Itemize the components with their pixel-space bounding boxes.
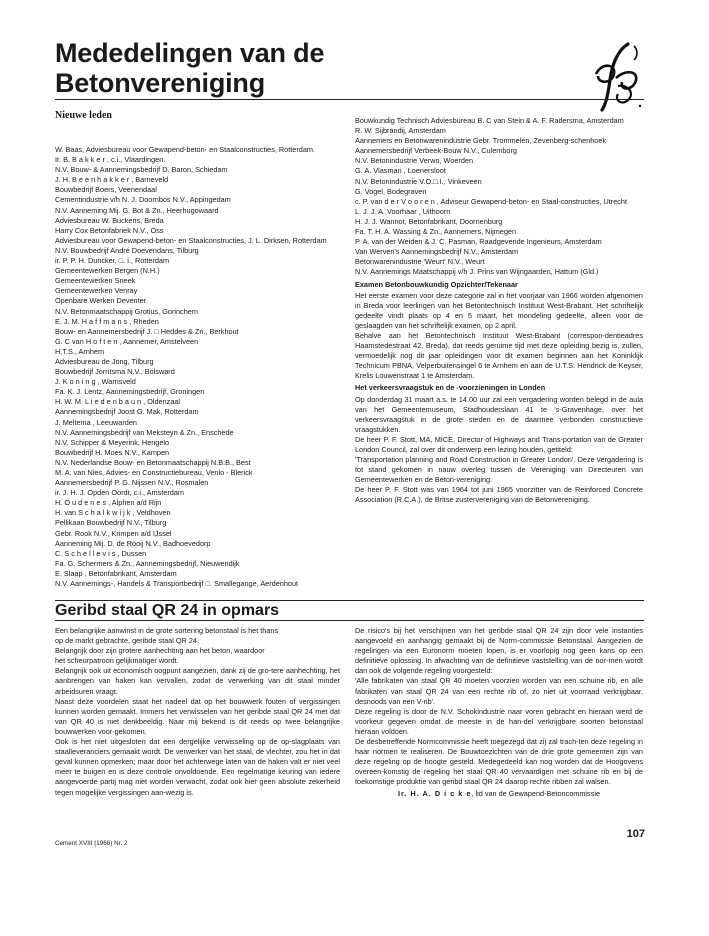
header-rule (55, 99, 644, 100)
new-members-list-left (55, 145, 330, 589)
member-entry: Harry Cox Betonfabriek N.V., Oss (55, 225, 164, 235)
member-entry: H. van S c h a l k w i j k , Veldhoven (55, 508, 171, 518)
member-entry: Fa. T. H. A. Wassing & Zn., Aannemers, Nijmegen (355, 227, 517, 237)
member-entry: Gemeentewerken Sneek (55, 276, 136, 286)
article-left-column (55, 626, 340, 798)
member-entry: Bouw- en Aannemersbedrijf J. □ Heddes & Zn., Berkhout (55, 326, 239, 336)
member-entry: N.V. Aannemings-, Handels & Transportbedrijf □. Smallegange, Aerdenhout (55, 579, 299, 589)
member-entry: N.V. Aannemingsbedrijf van Meksteyn & Zn., Enschede (55, 427, 234, 437)
member-entry: N.V. Nederlandse Bouw- en Betonmaatschappij N.B.B., Best (55, 457, 251, 467)
exam-paragraph: Behalve aan het Betontechnisch Instituut West-Brabant (correspon-dentieadres Haamstedestraat 42, Breda), dat reeds geruime tijd met deze opleiding bezig is, zullen, vermoedelijk nog dit jaar opleidingen voor dit examen beginnen aan het Koninklijk Technicum PBNA, Velperbuitensingel 6 te Arnhem en aan de U.T.S. Hendrick de Keyser, Krelis Louwenstraat 1 te Amsterdam. (355, 330, 643, 381)
article-paragraph: De desbetreffende Normcommissie heeft toegezegd dat zij zal trach-ten deze regeling in haar normen te realiseren. De Bouwtoezichten van de drie grote gemeenten zijn van deze regeling op de hoogte gesteld. Medegedeeld kan nog worden dat de Hoogovens overeen-komstig de regeling het staal QR 40 vervaardigen met schuine rib en bij de toekomstige produktie van geribd staal QR 24 daarop rechte ribben zal walsen. (355, 737, 643, 787)
member-entry: N.V. Bouwbedrijf André Doevendans, Tilburg (55, 245, 199, 255)
member-entry: G. C van H o f t e n , Aannemer, Amstelveen (55, 336, 199, 346)
member-entry: J. H. B e e n h a k k e r , Barneveld (55, 175, 169, 185)
article-line: Een belangrijke aanwinst in de grote sortering betonstaal is het thans (55, 626, 279, 635)
member-entry: N.V. Aannemings Maatschappij v/h J. Prins van Wijngaarden, Hattum (Gld.) (355, 267, 599, 277)
member-entry: L. J. J. A. Voorhaar , Uithoorn (355, 206, 451, 216)
member-entry: N.V. Schipper & Meyerink, Hengelo (55, 437, 170, 447)
member-entry: Aanneming Mij. D. de Rooij N.V., Badhoevedorp (55, 538, 211, 548)
title-line-1: Mededelingen van de (55, 38, 325, 68)
article-paragraph: Naast deze voordelen staat het nadeel dat op het bouwwerk fouten of vergissingen kunnen worden gemaakt. Immers het verwisselen van het geribde staal QR 24 met dat van QR 40 is niet denkbeeldig. Naar mij bekend is dit reeds op twee belangrijke bouwwerken voor-gekomen. (55, 696, 340, 736)
exam-paragraph: Het eerste examen voor deze categorie zal in het voorjaar van 1966 worden afgenomen in Breda voor leerlingen van het Betontechnisch Instituut West-Brabant. Het schriftelijk gedeelte vindt plaats op 4 en 5 maart, het mondeling gedeelte, alleen voor de geslaagden van het schriftelijk examen, op 2 april. (355, 290, 643, 330)
member-entry: H. O u d e n e s , Alphen a/d Rijn (55, 498, 162, 508)
member-entry: N.V. Betonindustrie Verwo, Woerden (355, 156, 474, 166)
london-paragraph: De heer P. F. Stott, MA, MICE, Director of Highways and Trans-portation van de Greater London Council, zal over dit onderwerp een lezing houden, getiteld: (355, 434, 643, 454)
page-number: 107 (626, 828, 645, 840)
member-entry: Ir. B. B a k k e r , c.i., Vlaardingen. (55, 155, 166, 165)
member-entry: Bouwbedrijf Jorritsma N.V., Bolsward (55, 367, 175, 377)
member-entry: c. P. van d e r V o o r e n , Adviseur Gewapend-beton- en Staal-constructies, Utrecht (355, 196, 628, 206)
member-entry: Aannemersbedrijf P. G. Nijssen N.V., Rosmalen (55, 478, 209, 488)
member-entry: ir. J. H. J. Opden Oordt, c.i., Amsterdam (55, 488, 184, 498)
article-paragraph: Belangrijk ook uit economisch oogpunt aangezien, dank zij de gro-tere aanhechting, het aanbrengen van haken kan vervallen, zodat de verwerking van dit staal minder arbeidsuren vraagt. (55, 666, 340, 696)
member-entry: ir. P. P. H. Duncker, □. i., Rotterdam (55, 256, 170, 266)
member-entry: N.V. Betonmaatschappij Grotius, Gorinchem (55, 306, 198, 316)
new-members-list-right (355, 116, 643, 278)
member-entry: R. W. Sijbrandij, Amsterdam (355, 126, 446, 136)
section-subtitle: Nieuwe leden (55, 110, 112, 121)
member-entry: G. A. Vlasman , Loenersloot (355, 166, 446, 176)
member-entry: Bouwbedrijf H. Moes N.V., Kampen (55, 447, 170, 457)
article-paragraph: Deze regeling is door de N.V. Schokindustrie naar voren gebracht en hieraan werd de voorkeur gegeven omdat de meeste in de han-del verkrijgbare soorten betonstaal hieraan voldoen. (355, 706, 643, 736)
member-entry: Bouwbedrijf Boers, Veenendaal (55, 185, 157, 195)
title-line-2: Betonvereniging (55, 68, 266, 98)
member-entry: Gemeentewerken Venray (55, 286, 138, 296)
betonvereniging-logo (588, 40, 646, 114)
member-entry: Openbare Werken Deventer (55, 296, 147, 306)
member-entry: Bouwkundig Technisch Adviesbureau B. C van Stein & A. F. Radersma, Amsterdam (355, 116, 624, 125)
member-entry: W. Baas, Adviesbureau voor Gewapend-beton- en Staalconstructies, Rotterdam. (55, 145, 315, 154)
member-entry: Adviesbureau de Jong, Tilburg (55, 356, 154, 366)
signature-name: Ir. H. A. D i c k e (397, 788, 472, 798)
article-line: het scheurpatroon gelijkmatiger wordt. (55, 656, 179, 666)
article-title: Geribd staal QR 24 in opmars (55, 602, 280, 619)
member-entry: Adviesbureau voor Gewapend-beton- en Staalconstructies, J. L. Dirksen, Rotterdam (55, 235, 327, 245)
london-paragraph: De heer P. F. Stott was van 1964 tot juni 1965 voorzitter van de Reinforced Concrete Association (R.C.A.), de Britse zustervereniging van de Betonvereniging. (355, 485, 643, 505)
member-entry: H. J. J. Wannot, Betonfabrikant, Doornenburg (355, 216, 503, 226)
article-signature (355, 789, 643, 799)
member-entry: N.V. Aanneming Mij. G. Bot & Zn., Heerhugowaard (55, 205, 219, 215)
signature-role: , lid van de Gewapend-Betoncommissie (471, 788, 601, 798)
london-heading: Het verkeersvraagstuk en de -voorzieningen in Londen (355, 383, 546, 393)
article-line: Belangrijk door zijn grotere aanhechting aan het beton, waardoor (55, 646, 265, 656)
page-title (55, 38, 324, 98)
member-entry: Gebr. Rook N.V., Krimpen a/d IJssel (55, 528, 172, 538)
member-entry: Adviesbureau W. Buckens, Breda (55, 215, 164, 225)
member-entry: Betonwarenindustrie 'Weurt' N.V., Weurt (355, 257, 485, 267)
member-entry: Pellikaan Bouwbedrijf N.V., Tilburg (55, 518, 167, 528)
member-entry: C. S c h e l l e v i s , Dussen (55, 548, 147, 558)
member-entry: Aannemersbedrijf Verbeek-Bouw N.V., Culemborg (355, 146, 517, 156)
member-entry: M. A. van Nies, Advies- en Constructiebureau, Venlo - Blerick (55, 468, 253, 477)
member-entry: Fa. G. Schermers & Zn., Aannemingsbedrijf, Nieuwendijk (55, 558, 240, 568)
member-entry: E. Slaap , Betonfabrikant, Amsterdam (55, 568, 177, 578)
article-body-right (355, 626, 643, 788)
member-entry: H. W. M. L i e d e n b a u n , Oldenzaal (55, 397, 181, 407)
member-entry: Aannemers en Betonwarenindustrie Gebr. Trommelen, Zevenberg-schenhoek (355, 136, 607, 146)
member-entry: G. Vogel, Bodegraven (355, 186, 427, 196)
article-intro (55, 626, 340, 666)
member-entry: Van Werven's Aannemingsbedrijf N.V., Amsterdam (355, 247, 519, 257)
article-heading-bar (55, 600, 644, 621)
member-entry: J. K o n i n g , Warnsveld (55, 377, 136, 387)
london-announcement (355, 383, 643, 505)
exam-announcement (355, 280, 643, 382)
article-right-column (355, 626, 643, 799)
member-entry: Aannemingsbedrijf Joost G. Mak, Rotterdam (55, 407, 199, 417)
exam-heading: Examen Betonbouwkundig Opzichter/Tekenaar (355, 279, 518, 289)
member-entry: N.V. Betonindustrie V.O.□.I., Vinkeveen (355, 176, 482, 186)
member-entry: N.V. Bouw- & Aannemingsbedrijf D. Baron, Schiedam (55, 165, 228, 175)
member-entry: Gemeentewerken Bergen (N.H.) (55, 266, 160, 276)
article-paragraph: 'Alle fabrikaten van staal QR 40 moeten voorzien worden van een schuine rib, en alle fabrikaten van staal QR 24 van een rechte rib of, zo niet uit voorraad verkrijgbaar, desnoods van een V-rib'. (355, 676, 643, 706)
member-entry: P. A. van der Weiden & J. C. Pasman, Raadgevende Ingenieurs, Amsterdam (355, 237, 602, 247)
member-entry: H.T.S., Arnhem (55, 346, 105, 356)
member-entry: Fa. K. J. Lentz, Aannemingsbedrijf, Groningen (55, 387, 205, 397)
right-column-top (355, 116, 643, 506)
article-paragraph: De risico's bij het verschijnen van het geribde staal QR 24 zijn door vele instanties aangevoeld en aanhangig gemaakt bij de Norm-commissie Betonstaal. Aangezien de regelingen via een Euronorm moeten lopen, is er voorlopig nog geen kans op een definitieve oplossing. In afwachting van de definitieve vaststelling van de nor-men wordt dan ook de volgende regeling voorgesteld: (355, 626, 643, 676)
member-entry: E. J. M. H a f f m a n s , Rheden (55, 316, 159, 326)
article-body-left (55, 666, 340, 797)
member-entry: J. Meltema , Leeuwarden (55, 417, 137, 427)
member-entry: Cementindustrie v/h N. J. Doornbos N.V., Appingedam (55, 195, 231, 205)
journal-footer: Cement XVIII (1966) Nr. 2 (55, 840, 128, 847)
article-line: op de markt gebrachte, geribde staal QR 24. (55, 636, 199, 646)
london-paragraph: Op donderdag 31 maart a.s. te 14.00 uur zal een vergadering worden belegd in de aula van het Gemeentemuseum, Stadhouderslaan 41 te 's-Gravenhage, over het verkeersvraagstuk in de grote steden en de daarmee verbonden constructieve vraagstukken. (355, 394, 643, 434)
article-paragraph: Ook is het niet uitgesloten dat een dergelijke verwisseling op de op-slagplaats van staalleveranciers gemaakt wordt. De verwerker van het staal, de vlechter, zou het in dat geval kunnen opmerken; maar door het achterwege laten van de haken valt er niet veel meer te buigen en is deze controle onvoldoende. Een regelmatige keuring van iedere aangevoerde partij mag niet worden verwacht, zodat ook hier geen absolute zekerheid tegen mogelijke vergissingen aan-wezig is. (55, 737, 340, 797)
london-paragraph: 'Transportation planning and Road Construction in Greater London'. Deze vergadering is tot stand gekomen in nauw overleg tussen de Vereniging van Directeuren van Gemeentewerken en de Beton-vereniging. (355, 455, 643, 485)
